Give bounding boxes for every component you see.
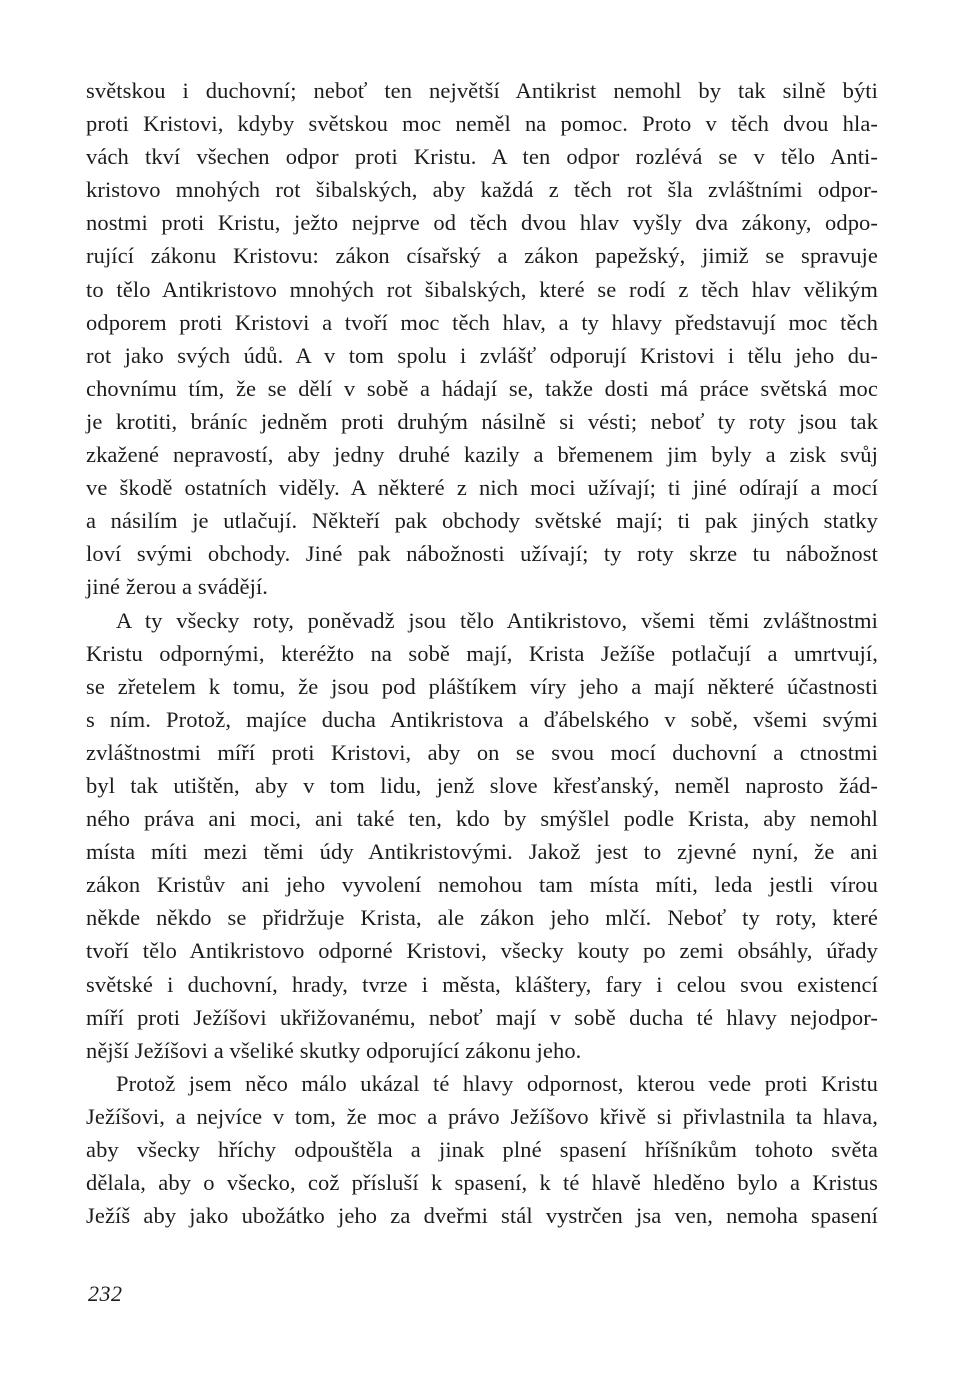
text-line: světské i duchovní, hrady, tvrze i města, kláštery, fary i celou svou existencí [86, 971, 878, 997]
text-line: Ježíš aby jako ubožátko jeho za dveřmi stál vystrčen jsa ven, nemoha spasení [86, 1203, 878, 1229]
text-line: vách tkví všechen odpor proti Kristu. A ten odpor rozlévá se v tělo Anti- [86, 144, 878, 170]
page-number: 232 [88, 1281, 123, 1306]
text-line: odporem proti Kristovi a tvoří moc těch hlav, a ty hlavy představují moc těch [86, 309, 878, 335]
text-line: zákon Kristův ani jeho vyvolení nemohou tam místa míti, leda jestli vírou [86, 872, 878, 898]
text-line: je krotiti, bráníc jedněm proti druhým násilně si vésti; neboť ty roty jsou tak [86, 408, 878, 434]
text-line: kristovo mnohých rot šibalských, aby každá z těch rot šla zvláštními odpor- [86, 177, 878, 203]
text-line: loví svými obchody. Jiné pak nábožnosti užívají; ty roty skrze tu nábožnost [86, 541, 878, 567]
text-line: a násilím je utlačují. Někteří pak obchody světské mají; ti pak jiných statky [86, 508, 878, 534]
text-line: Ježíšovi, a nejvíce v tom, že moc a právo Ježíšovo křivě si přivlastnila ta hlava, [86, 1103, 878, 1129]
text-line: to tělo Antikristovo mnohých rot šibalských, které se rodí z těch hlav vělikým [86, 276, 878, 302]
text-line: světskou i duchovní; neboť ten největší Antikrist nemohl by tak silně býti [86, 78, 878, 103]
text-line: nější Ježíšovi a všeliké skutky odporující zákonu jeho. [86, 1037, 582, 1063]
text-line: rující zákonu Kristovu: zákon císařský a zákon papežský, jimiž se spravuje [86, 243, 878, 269]
text-line: dělala, aby o všecko, což přísluší k spasení, k té hlavě hleděno bylo a Kristus [86, 1170, 878, 1196]
text-line: zkažené nepravostí, aby jedny druhé kazily a břemenem jim byly a zisk svůj [86, 442, 878, 468]
text-line: Protož jsem něco málo ukázal té hlavy odpornost, kterou vede proti Kristu [116, 1070, 878, 1096]
text-line: se zřetelem k tomu, že jsou pod pláštíkem víry jeho a mají některé účastnosti [86, 673, 878, 699]
paragraph [86, 74, 878, 604]
text-line: jiné žerou a svádějí. [86, 574, 269, 600]
text-line: proti Kristovi, kdyby světskou moc neměl na pomoc. Proto v těch dvou hla- [86, 111, 878, 137]
text-line: aby všecky hříchy odpouštěla a jinak plné spasení hříšníkům tohoto světa [86, 1137, 878, 1162]
text-line: zvláštnostmi míří proti Kristovi, aby on se svou mocí duchovní a ctnostmi [86, 739, 878, 765]
text-line: někde někdo se přidržuje Krista, ale zákon jeho mlčí. Neboť ty roty, které [86, 905, 878, 931]
text-line: ve škodě ostatních viděly. A některé z nich moci užívají; ti jiné odírají a mocí [86, 475, 878, 501]
text-line: nostmi proti Kristu, ježto nejprve od těch dvou hlav vyšly dva zákony, odpo- [86, 210, 878, 236]
text-line: místa míti mezi těmi údy Antikristovými. Jakož jest to zjevné nyní, že ani [86, 839, 878, 865]
paragraph [86, 604, 878, 1067]
text-line: tvoří tělo Antikristovo odporné Kristovi, všecky kouty po zemi obsáhly, úřady [86, 938, 878, 964]
text-line: byl tak utištěn, aby v tom lidu, jenž slove křesťanský, neměl naprosto žád- [86, 772, 878, 798]
text-line: A ty všecky roty, poněvadž jsou tělo Antikristovo, všemi těmi zvláštnostmi [116, 607, 878, 633]
text-line: s ním. Protož, majíce ducha Antikristova a ďábelského v sobě, všemi svými [86, 706, 878, 732]
text-line: chovnímu tím, že se dělí v sobě a hádají se, takže dosti má práce světská moc [86, 375, 878, 401]
body-text [86, 74, 878, 1232]
text-line: Kristu odpornými, kteréžto na sobě mají, Krista Ježíše potlačují a umrtvují, [86, 640, 878, 666]
paragraph [86, 1067, 878, 1232]
text-line: míří proti Ježíšovi ukřižovanému, neboť mají v sobě ducha té hlavy nejodpor- [86, 1004, 878, 1030]
text-line: ného práva ani moci, ani také ten, kdo by smýšlel podle Krista, aby nemohl [86, 806, 878, 832]
text-line: rot jako svých údů. A v tom spolu i zvlášť odporují Kristovi i tělu jeho du- [86, 342, 878, 368]
